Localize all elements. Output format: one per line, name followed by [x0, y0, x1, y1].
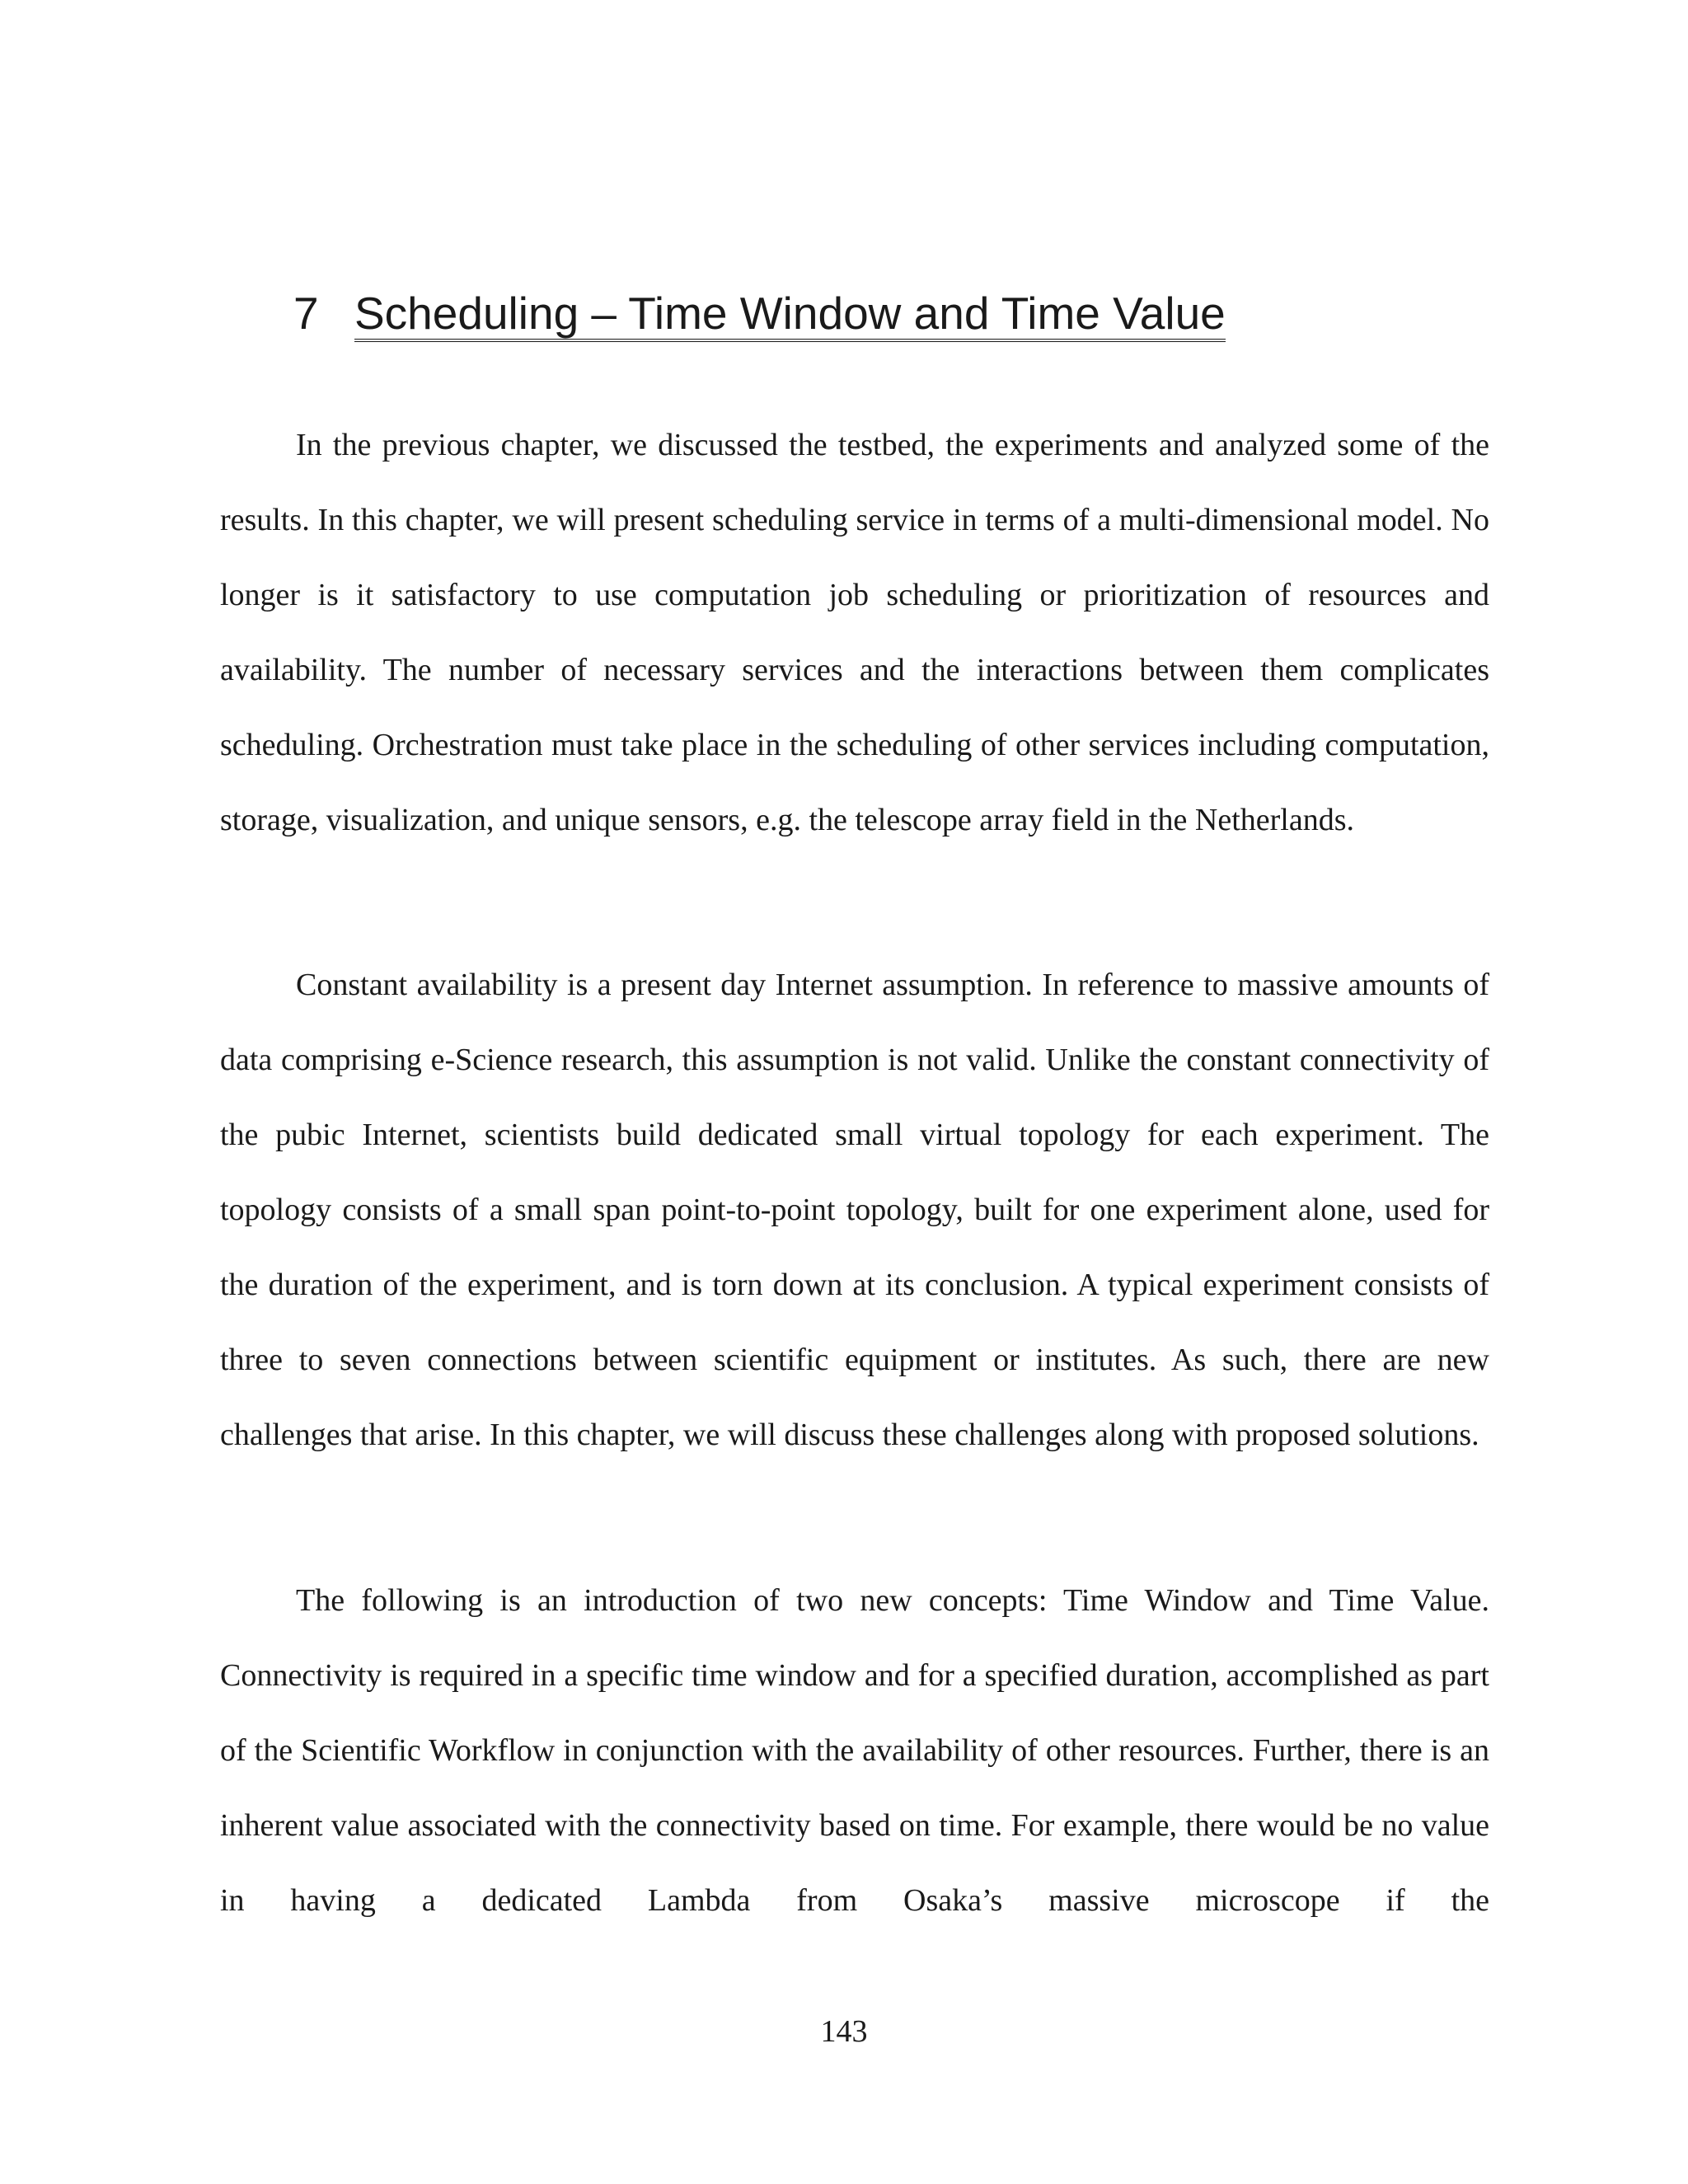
chapter-heading	[293, 284, 1226, 342]
paragraph-3-block	[220, 1563, 1489, 1938]
paragraph-1-block	[220, 408, 1489, 858]
paragraph-2-block	[220, 948, 1489, 1473]
paragraph-1: In the previous chapter, we discussed the testbed, the experiments and analyzed some of the results. In this chapter, we will present scheduling service in terms of a multi-dimensional model. No longer is it satisfactory to use computation job scheduling or prioritization of resources and availability. The number of necessary services and the interactions between them complicates scheduling. Orchestration must take place in the scheduling of other services including computation, storage, visualization, and unique sensors, e.g. the telescope array field in the Netherlands.	[220, 428, 1489, 837]
chapter-number: 7	[293, 288, 319, 339]
chapter-title: Scheduling – Time Window and Time Value	[354, 288, 1226, 342]
paragraph-2: Constant availability is a present day Internet assumption. In reference to massive amounts of data comprising e-Science research, this assumption is not valid. Unlike the constant connectivity of the pubic Internet, scientists build dedicated small virtual topology for each experiment. The topology consists of a small span point-to-point topology, built for one experiment alone, used for the duration of the experiment, and is torn down at its conclusion. A typical experiment consists of three to seven connections between scientific equipment or institutes. As such, there are new challenges that arise. In this chapter, we will discuss these challenges along with proposed solutions.	[220, 968, 1489, 1452]
paragraph-3: The following is an introduction of two new concepts: Time Window and Time Value. Connectivity is required in a specific time window and for a specified duration, accomplished as part of the Scientific Workflow in conjunction with the availability of other resources. Further, there is an inherent value associated with the connectivity based on time. For example, there would be no value in having a dedicated Lambda from Osaka’s massive microscope if the	[220, 1583, 1489, 1918]
page-number: 143	[820, 2014, 868, 2049]
